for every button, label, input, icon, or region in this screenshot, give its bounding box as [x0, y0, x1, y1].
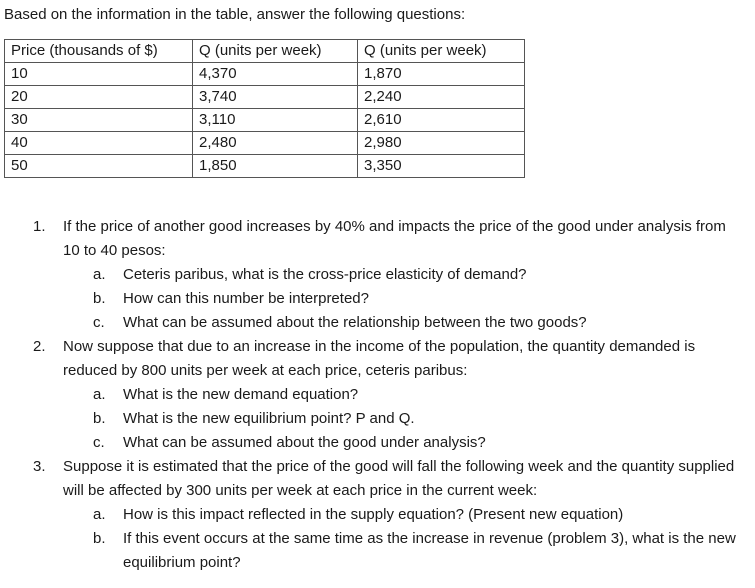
sub-question-text: What can be assumed about the relationship between the two goods? [123, 314, 587, 331]
question-number: 2. [33, 338, 46, 355]
sub-question-text: How can this number be interpreted? [123, 290, 369, 307]
question-1 [0, 215, 737, 335]
sub-question-letter: c. [93, 434, 105, 451]
question-number: 3. [33, 458, 46, 475]
sub-question [63, 311, 737, 335]
sub-question-text: Ceteris paribus, what is the cross-price elasticity of demand? [123, 266, 527, 283]
cell-price: 20 [5, 86, 193, 109]
question-text: Suppose it is estimated that the price of the good will fall the following week and the quantity supplied will be affected by 300 units per week at each price in the current week: [63, 458, 735, 499]
question-2 [0, 335, 737, 455]
table-row [5, 63, 525, 86]
sub-question [63, 287, 737, 311]
cell-quantity-demanded: 4,370 [193, 63, 358, 86]
sub-question-text: What is the new equilibrium point? P and Q. [123, 410, 415, 427]
cell-price: 30 [5, 109, 193, 132]
header-price: Price (thousands of $) [5, 40, 193, 63]
sub-question-letter: a. [93, 506, 106, 523]
table-row [5, 109, 525, 132]
sub-question-letter: b. [93, 530, 106, 547]
sub-question [63, 263, 737, 287]
sub-question [63, 503, 737, 527]
question-number: 1. [33, 218, 46, 235]
table-row [5, 132, 525, 155]
sub-question [63, 383, 737, 407]
cell-quantity-supplied: 2,610 [358, 109, 525, 132]
cell-quantity-supplied: 2,980 [358, 132, 525, 155]
table-row [5, 86, 525, 109]
sub-question-letter: c. [93, 314, 105, 331]
cell-quantity-demanded: 3,740 [193, 86, 358, 109]
sub-question-letter: a. [93, 386, 106, 403]
sub-question-letter: b. [93, 410, 106, 427]
cell-quantity-demanded: 1,850 [193, 155, 358, 178]
intro-text: Based on the information in the table, answer the following questions: [4, 6, 466, 23]
sub-question [63, 407, 737, 431]
sub-question-text: What is the new demand equation? [123, 386, 359, 403]
header-quantity-supplied: Q (units per week) [358, 40, 525, 63]
sub-question-list [63, 263, 737, 335]
sub-question [63, 527, 737, 575]
cell-quantity-supplied: 1,870 [358, 63, 525, 86]
sub-question-letter: a. [93, 266, 106, 283]
cell-quantity-supplied: 2,240 [358, 86, 525, 109]
table-row [5, 155, 525, 178]
sub-question-text: What can be assumed about the good under analysis? [123, 434, 486, 451]
cell-price: 10 [5, 63, 193, 86]
cell-quantity-supplied: 3,350 [358, 155, 525, 178]
sub-question-list [63, 503, 737, 575]
price-quantity-table [4, 39, 525, 178]
question-text: Now suppose that due to an increase in the income of the population, the quantity demanded is reduced by 800 units per week at each price, ceteris paribus: [63, 338, 696, 379]
sub-question-list [63, 383, 737, 455]
sub-question [63, 431, 737, 455]
cell-quantity-demanded: 3,110 [193, 109, 358, 132]
sub-question-text: If this event occurs at the same time as the increase in revenue (problem 3), what is the new equilibrium point? [123, 530, 736, 571]
table-header-row [5, 40, 525, 63]
sub-question-text: How is this impact reflected in the supply equation? (Present new equation) [123, 506, 624, 523]
question-list [0, 215, 737, 575]
cell-price: 40 [5, 132, 193, 155]
question-3 [0, 455, 737, 575]
cell-quantity-demanded: 2,480 [193, 132, 358, 155]
cell-price: 50 [5, 155, 193, 178]
question-text: If the price of another good increases by 40% and impacts the price of the good under analysis from 10 to 40 pesos: [63, 218, 726, 259]
sub-question-letter: b. [93, 290, 106, 307]
header-quantity-demanded: Q (units per week) [193, 40, 358, 63]
